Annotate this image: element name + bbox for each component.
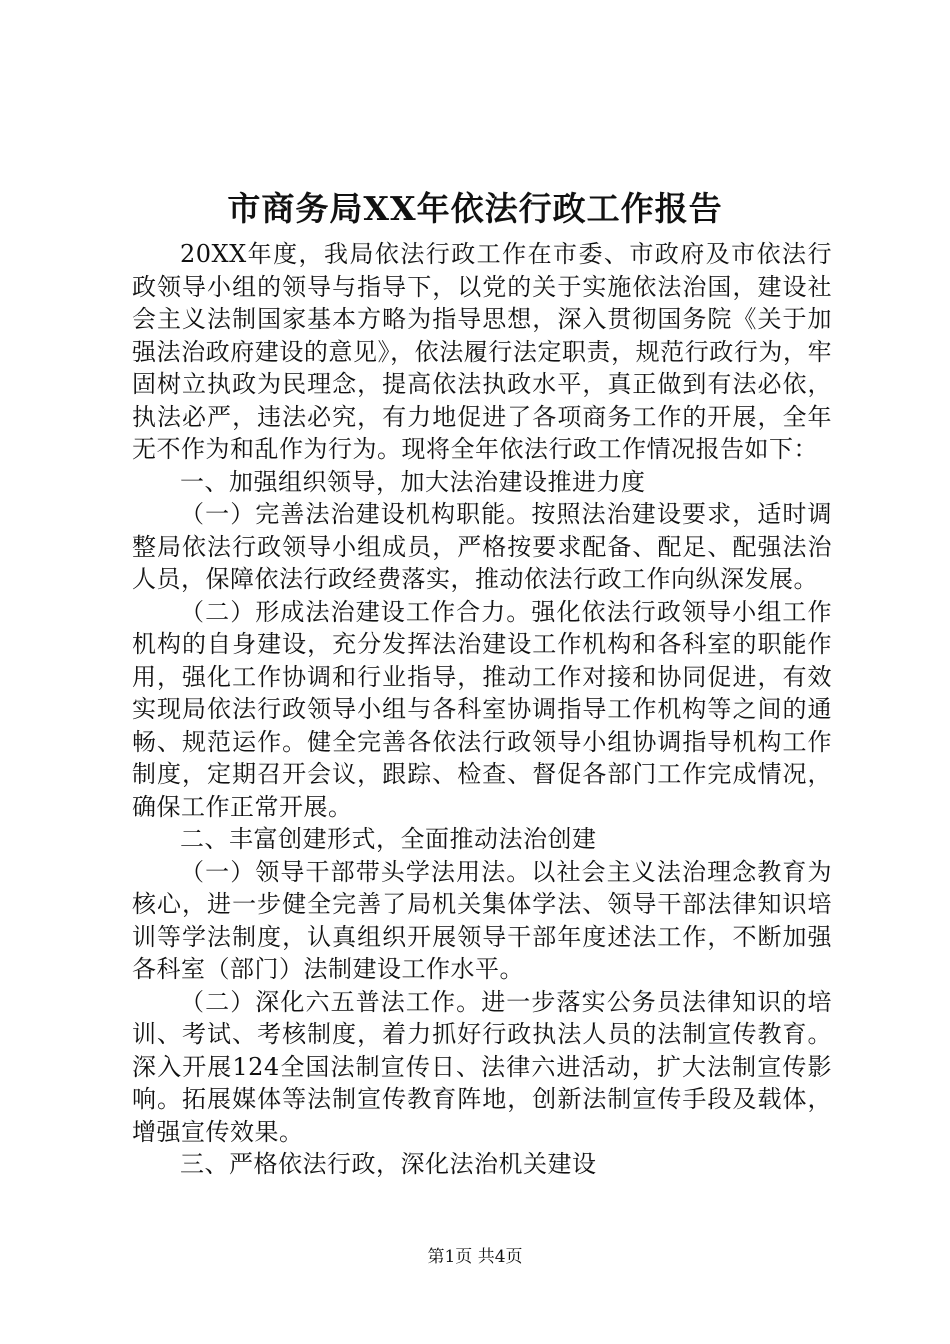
page-number-footer: 第1页 共4页: [427, 1247, 523, 1267]
intro-paragraph: 20XX年度，我局依法行政工作在市委、市政府及市依法行政领导小组的领导与指导下，以党的关于实施依法治国，建设社会主义法制国家基本方略为指导思想，深入贯彻国务院《关于加强法治政府建设的意见》，依法履行法定职责，规范行政行为，牢固树立执政为民理念，提高依法执政水平，真正做到有法必依，执法必严，违法必究，有力地促进了各项商务工作的开展，全年无不作为和乱作为行为。现将全年依法行政工作情况报告如下：: [132, 240, 832, 463]
section-2-item-1: （一）领导干部带头学法用法。以社会主义法治理念教育为核心，进一步健全完善了局机关集体学法、领导干部法律知识培训等学法制度，认真组织开展领导干部年度述法工作，不断加强各科室（部门）法制建设工作水平。: [132, 857, 832, 983]
document-body: [132, 238, 832, 1181]
section-heading-3: 三、严格依法行政，深化法治机关建设: [180, 1150, 597, 1178]
document-title: 市商务局XX年依法行政工作报告: [227, 189, 723, 228]
section-1-item-2: （二）形成法治建设工作合力。强化依法行政领导小组工作机构的自身建设，充分发挥法治建设工作机构和各科室的职能作用，强化工作协调和行业指导，推动工作对接和协同促进，有效实现局依法行政领导小组与各科室协调指导工作机构等之间的通畅、规范运作。健全完善各依法行政领导小组协调指导机构工作制度，定期召开会议，跟踪、检查、督促各部门工作完成情况，确保工作正常开展。: [132, 597, 832, 821]
section-1-item-1: （一）完善法治建设机构职能。按照法治建设要求，适时调整局依法行政领导小组成员，严格按要求配备、配足、配强法治人员，保障依法行政经费落实，推动依法行政工作向纵深发展。: [132, 500, 832, 593]
section-heading-2: 二、丰富创建形式，全面推动法治创建: [180, 825, 597, 853]
section-2-item-2: （二）深化六五普法工作。进一步落实公务员法律知识的培训、考试、考核制度，着力抓好行政执法人员的法制宣传教育。深入开展124全国法制宣传日、法律六进活动，扩大法制宣传影响。拓展媒体等法制宣传教育阵地，创新法制宣传手段及载体，增强宣传效果。: [132, 987, 832, 1146]
section-heading-1: 一、加强组织领导，加大法治建设推进力度: [180, 467, 646, 496]
